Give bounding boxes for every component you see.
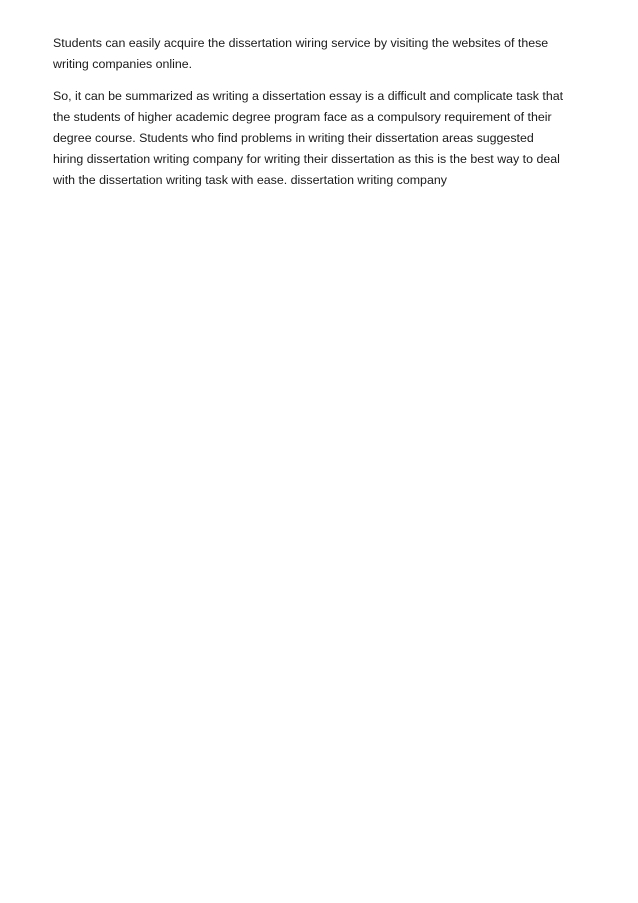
paragraph-line: writing companies online.: [53, 57, 193, 71]
paragraph-line: hiring dissertation writing company for writing their dissertation as this is the best way to deal: [53, 152, 560, 166]
paragraph-line: Students can easily acquire the dissertation wiring service by visiting the websites of these: [53, 36, 549, 50]
paragraph-2: [53, 86, 601, 191]
paragraph-line: So, it can be summarized as writing a dissertation essay is a difficult and complicate task that: [53, 89, 564, 103]
paragraph-line: with the dissertation writing task with ease. dissertation writing company: [53, 173, 447, 187]
paragraph-spacer: [53, 75, 601, 86]
paragraph-line: the students of higher academic degree program face as a compulsory requirement of their: [53, 110, 552, 124]
document-body: [53, 33, 601, 191]
paragraph-1: [53, 33, 601, 75]
paragraph-line: degree course. Students who find problems in writing their dissertation areas suggested: [53, 131, 534, 145]
